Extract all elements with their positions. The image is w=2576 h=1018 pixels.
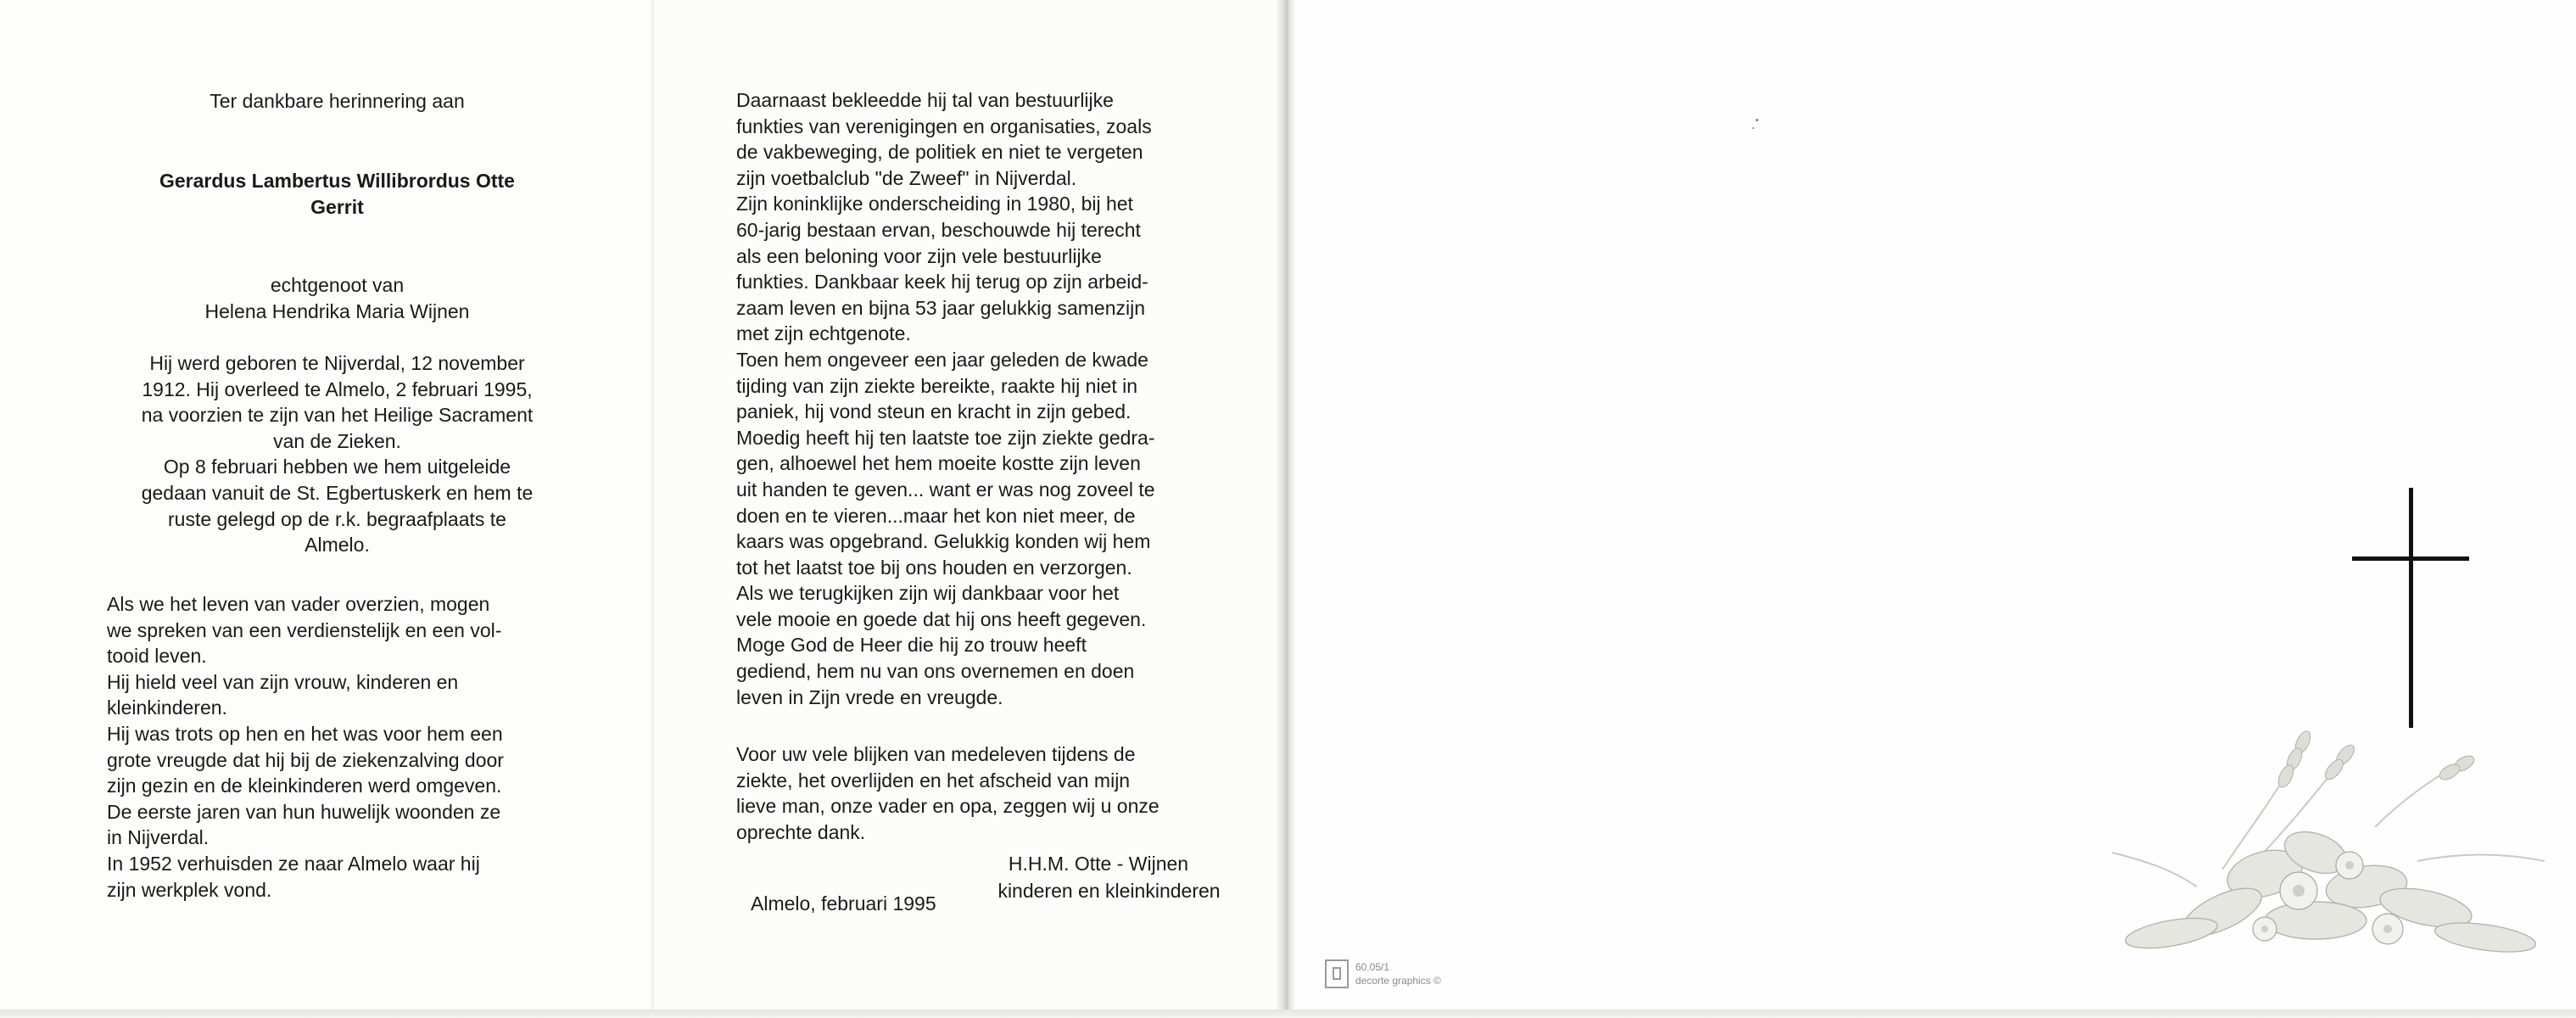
thanks-line: lieve man, onze vader en opa, zeggen wij u onze — [736, 795, 1159, 818]
thanks-line: Voor uw vele blijken van medeleven tijdens de — [736, 743, 1136, 765]
life-line: zijn gezin en de kleinkinderen werd omgeven. — [107, 775, 502, 797]
tribute-line: zijn voetbalclub "de Zweef" in Nijverdal. — [736, 166, 1077, 189]
bio-line: van de Zieken. — [273, 429, 401, 452]
tribute-line: uit handen te geven... want er was nog zoveel te — [736, 478, 1155, 501]
spouse-label: echtgenoot van — [270, 274, 405, 296]
life-line: tooid leven. — [107, 645, 207, 668]
tribute-text — [736, 87, 1245, 710]
life-line: De eerste jaren van hun huwelijk woonden ze — [107, 800, 501, 823]
tribute-line: tijding van zijn ziekte bereikte, raakte hij niet in — [736, 374, 1138, 397]
tribute-line: met zijn echtgenote. — [736, 322, 911, 345]
bio-line: 1912. Hij overleed te Almelo, 2 februari 1995, — [142, 378, 533, 400]
tribute-line: zaam leven en bijna 53 jaar gelukkig samenzijn — [736, 296, 1146, 319]
tribute-line: als een beloning voor zijn vele bestuurlijke — [736, 244, 1102, 267]
tribute-line: leven in Zijn vrede en vreugde. — [736, 685, 1003, 708]
tribute-line: doen en te vieren...maar het kon niet meer, de — [736, 504, 1136, 527]
tribute-line: Als we terugkijken zijn wij dankbaar voor het — [736, 582, 1120, 605]
life-line: Als we het leven van vader overzien, mogen — [107, 593, 490, 615]
spouse-name: Helena Hendrika Maria Wijnen — [204, 299, 470, 322]
cross-vertical-bar — [2409, 488, 2413, 728]
inner-fold — [651, 0, 654, 1011]
family-signature: kinderen en kleinkinderen — [997, 880, 1221, 902]
tribute-line: Moedig heeft hij ten laatste toe zijn ziekte gedra- — [736, 426, 1155, 449]
tribute-line: vele mooie en goede dat hij ons heeft gegeven. — [736, 607, 1147, 630]
life-line: grote vreugde dat hij bij de ziekenzalving door — [107, 748, 504, 771]
printer-logo-icon — [1325, 959, 1349, 988]
tribute-line: gediend, hem nu van ons overnemen en doen — [736, 660, 1135, 683]
tribute-line: 60-jarig bestaan ervan, beschouwde hij terecht — [736, 218, 1141, 241]
signature: H.H.M. Otte - Wijnen — [1008, 853, 1189, 875]
life-line: Hij hield veel van zijn vrouw, kinderen en — [107, 670, 459, 693]
tribute-line: de vakbeweging, de politiek en niet te vergeten — [736, 141, 1143, 164]
print-code: 60.05/1 — [1355, 961, 1390, 973]
life-reflection — [107, 591, 582, 903]
tribute-line: tot het laatst toe bij ons houden en verzorgen. — [736, 556, 1132, 579]
bio-line: Almelo. — [305, 534, 370, 557]
life-line: Hij was trots op hen en het was voor hem een — [107, 722, 503, 745]
bio-line: gedaan vanuit de St. Egbertuskerk en hem te — [141, 481, 534, 504]
life-line: in Nijverdal. — [107, 826, 210, 849]
life-line: In 1952 verhuisden ze naar Almelo waar hij — [107, 852, 480, 875]
tribute-line: Toen hem ongeveer een jaar geleden de kwade — [736, 348, 1148, 371]
bio-line: na voorzien te zijn van het Heilige Sacrament — [141, 404, 534, 427]
cross-horizontal-bar — [2352, 557, 2469, 561]
life-line: zijn werkplek vond. — [107, 878, 272, 901]
biography-block — [98, 350, 577, 558]
tribute-line: Daarnaast bekleedde hij tal van bestuurlijke — [736, 89, 1114, 111]
dedication-heading: Ter dankbare herinnering aan — [210, 90, 465, 112]
nickname: Gerrit — [310, 195, 364, 218]
thanks-text — [736, 741, 1245, 845]
tribute-line: paniek, hij vond steun en kracht in zijn gebed. — [736, 400, 1132, 423]
full-name: Gerardus Lambertus Willibrordus Otte — [159, 170, 515, 192]
tribute-line: gen, alhoewel het hem moeite kostte zijn leven — [736, 452, 1141, 475]
bio-line: Hij werd geboren te Nijverdal, 12 november — [149, 352, 525, 374]
tribute-line: Moge God de Heer die hij zo trouw heeft — [736, 634, 1087, 657]
bio-line: ruste gelegd op de r.k. begraafplaats te — [168, 507, 506, 530]
life-line: kleinkinderen. — [107, 696, 227, 719]
speck — [1752, 127, 1754, 129]
bio-line: Op 8 februari hebben we hem uitgeleide — [163, 456, 511, 478]
printer-mark — [1325, 959, 1495, 993]
spouse-block — [98, 272, 577, 324]
life-line: we spreken van een verdienstelijk en een vol- — [107, 618, 502, 641]
printer-name: decorte graphics © — [1355, 975, 1441, 987]
thanks-line: oprechte dank. — [736, 820, 866, 843]
wheat-and-flowers-illustration — [2095, 725, 2570, 980]
speck — [1756, 119, 1758, 121]
tribute-line: funkties. Dankbaar keek hij terug op zijn arbeid- — [736, 271, 1148, 294]
bottom-edge — [0, 1010, 2576, 1018]
card-fold — [1277, 0, 1295, 1018]
tribute-line: Zijn koninklijke onderscheiding in 1980, bij het — [736, 193, 1133, 215]
deceased-name — [98, 168, 577, 220]
tribute-line: kaars was opgebrand. Gelukkig konden wij hem — [736, 530, 1151, 553]
tribute-line: funkties van verenigingen en organisaties, zoals — [736, 115, 1152, 137]
place-date: Almelo, februari 1995 — [751, 892, 936, 915]
thanks-line: ziekte, het overlijden en het afscheid van mijn — [736, 769, 1131, 791]
